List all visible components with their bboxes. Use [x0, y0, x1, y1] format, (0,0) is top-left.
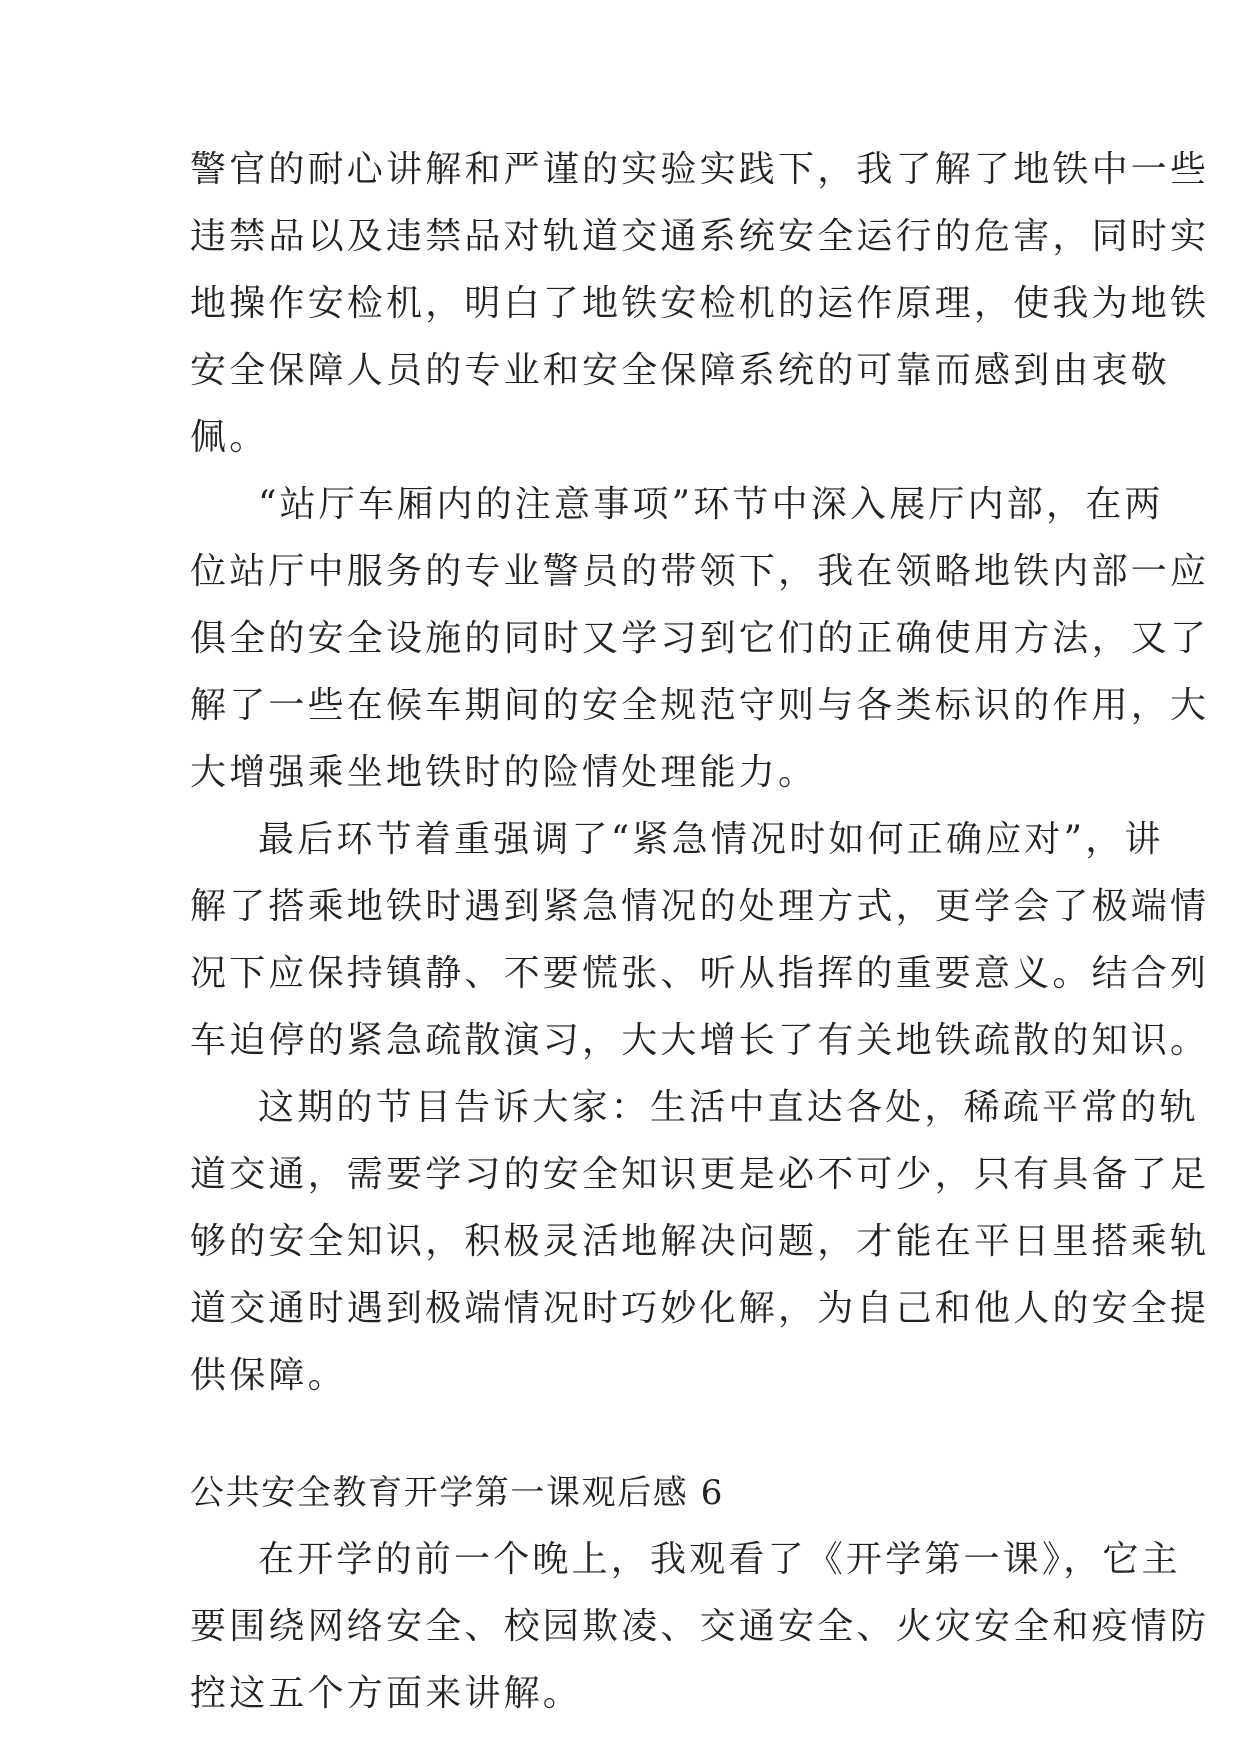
paragraph-1-line-5: 佩。: [190, 417, 269, 458]
paragraph-3-line-3: 况下应保持镇静、不要慌张、听从指挥的重要意义。结合列: [190, 953, 1210, 994]
paragraph-5-line-3: 控这五个方面来讲解。: [190, 1673, 583, 1714]
paragraph-3-line-1: 最后环节着重强调了“紧急情况时如何正确应对”，讲: [258, 819, 1164, 860]
paragraph-1-line-3: 地操作安检机，明白了地铁安检机的运作原理，使我为地铁: [190, 283, 1210, 324]
paragraph-4-line-1: 这期的节目告诉大家：生活中直达各处，稀疏平常的轨: [258, 1087, 1199, 1128]
paragraph-2-line-2: 位站厅中服务的专业警员的带领下，我在领略地铁内部一应: [190, 551, 1210, 592]
paragraph-3-line-4: 车迫停的紧急疏散演习，大大增长了有关地铁疏散的知识。: [190, 1020, 1210, 1061]
paragraph-4-line-5: 供保障。: [190, 1355, 347, 1396]
paragraph-4-line-2: 道交通，需要学习的安全知识更是必不可少，只有具备了足: [190, 1154, 1210, 1195]
paragraph-1-line-2: 违禁品以及违禁品对轨道交通系统安全运行的危害，同时实: [190, 216, 1210, 257]
paragraph-3-line-2: 解了搭乘地铁时遇到紧急情况的处理方式，更学会了极端情: [190, 886, 1210, 927]
paragraph-5-line-1: 在开学的前一个晚上，我观看了《开学第一课》，它主: [258, 1539, 1181, 1580]
paragraph-1-line-1: 警官的耐心讲解和严谨的实验实践下，我了解了地铁中一些: [190, 149, 1210, 190]
paragraph-2-line-5: 大增强乘坐地铁时的险情处理能力。: [190, 752, 818, 793]
paragraph-2-line-4: 解了一些在候车期间的安全规范守则与各类标识的作用，大: [190, 685, 1210, 726]
paragraph-2-line-3: 俱全的安全设施的同时又学习到它们的正确使用方法，又了: [190, 618, 1210, 659]
paragraph-5-line-2: 要围绕网络安全、校园欺凌、交通安全、火灾安全和疫情防: [190, 1606, 1210, 1647]
paragraph-2-line-1: “站厅车厢内的注意事项”环节中深入展厅内部，在两: [258, 484, 1164, 525]
paragraph-1-line-4: 安全保障人员的专业和安全保障系统的可靠而感到由衷敬: [190, 350, 1171, 391]
section-heading: 公共安全教育开学第一课观后感 6: [190, 1473, 725, 1513]
paragraph-4-line-3: 够的安全知识，积极灵活地解决问题，才能在平日里搭乘轨: [190, 1221, 1210, 1262]
paragraph-4-line-4: 道交通时遇到极端情况时巧妙化解，为自己和他人的安全提: [190, 1288, 1210, 1329]
